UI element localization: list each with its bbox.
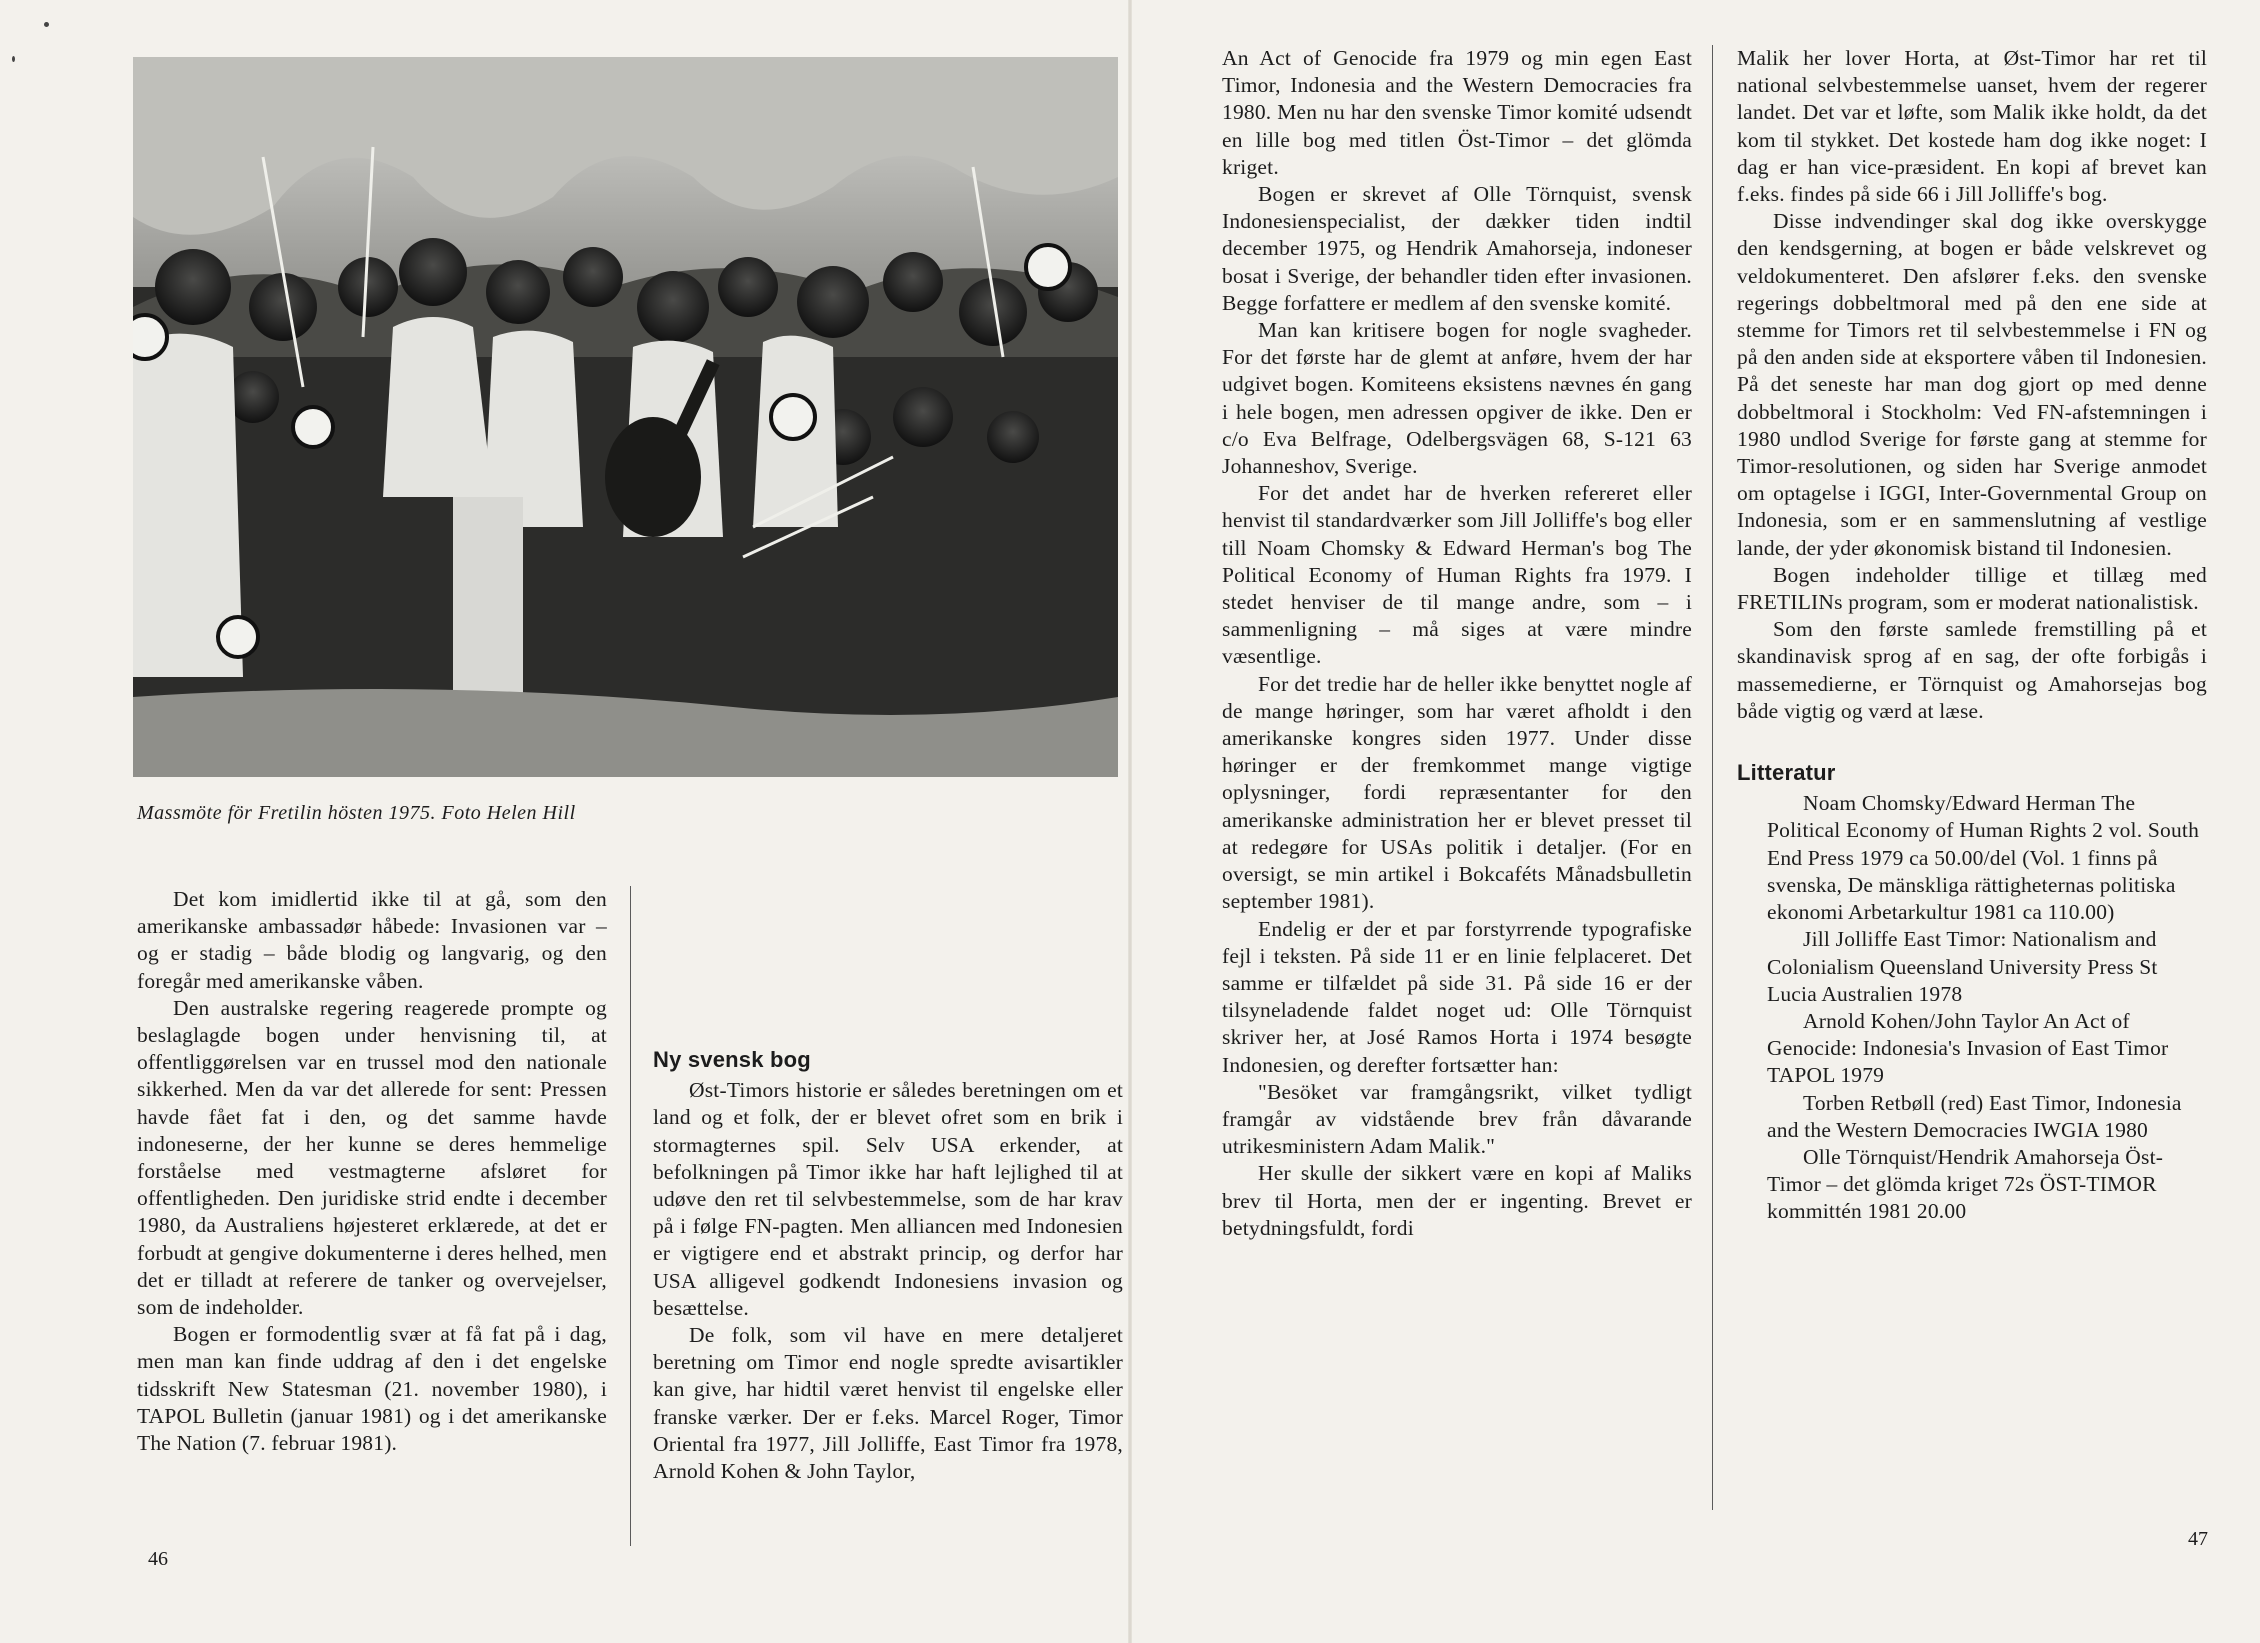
page-number: 47	[2188, 1528, 2208, 1550]
paragraph: An Act of Genocide fra 1979 og min egen East Timor, Indonesia and the Western Democracies fra 1980. Men nu har den svenske Timor komité udsendt en lille bog med titlen Öst-Timor – det glömda kriget.	[1222, 46, 1692, 179]
paragraph: Bogen er formodentlig svær at få fat på i dag, men man kan finde uddrag af den i det engelske tidsskrift New Statesman (21. november 1980), i TAPOL Bulletin (januar 1981) og i det amerikanske The Nation (7. februar 1981).	[137, 1322, 607, 1456]
paragraph: Her skulle der sikkert være en kopi af Maliks brev til Horta, men der er ingenting. Brevet er betydningsfuldt, fordi	[1222, 1161, 1692, 1240]
paragraph: "Besöket var framgångsrikt, vilket tydligt framgår av vidstående brev från dåvarande utrikesministern Adam Malik."	[1222, 1079, 1692, 1159]
right-page	[1130, 0, 2260, 1643]
paragraph: Endelig er der et par forstyrrende typografiske fejl i teksten. På side 11 er en linie felplaceret. Det samme er tilfældet på side 31. På side 16 er der tilsyneladende faldet noget ud: Olle Törnquist skriver her, at José Ramos Horta i 1974 besøgte Indonesien, og derefter fortsætter han:	[1222, 916, 1692, 1077]
left-column-2	[653, 1010, 1123, 1485]
left-column-1	[137, 886, 607, 1457]
literature-section	[1737, 759, 2207, 1225]
paragraph: De folk, som vil have en mere detaljeret beretning om Timor end nogle spredte avisartikler kan give, har hidtil været henvist til engelske eller franske værker. Der er f.eks. Marcel Roger, Timor Oriental fra 1977, Jill Jolliffe, East Timor fra 1978, Arnold Kohen & John Taylor,	[653, 1323, 1123, 1484]
rally-photo-illustration	[133, 57, 1118, 777]
paragraph: Bogen indeholder tillige et tillæg med FRETILINs program, som er moderat nationalistisk.	[1737, 562, 2207, 615]
literature-item: Jill Jolliffe East Timor: Nationalism and Colonialism Queensland University Press St Lucia Australien 1978	[1767, 927, 2158, 1006]
column-rule	[1712, 45, 1713, 1510]
page-number: 46	[148, 1548, 168, 1570]
photo-caption: Massmöte för Fretilin hösten 1975. Foto Helen Hill	[137, 802, 576, 824]
right-column-2	[1737, 45, 2207, 1226]
paragraph: Øst-Timors historie er således beretningen om et land og et folk, der er blevet ofret som en brik i stormagternes spil. Selv USA erkender, at befolkningen på Timor ikke har haft lejlighed til at udøve den ret til selvbestemmelse, som de har krav på i følge FN-pagten. Men alliancen med Indonesien er vigtigere end et abstrakt princip, og derfor har USA alligevel godkendt Indonesiens invasion og besættelse.	[653, 1078, 1123, 1320]
paragraph: Bogen er skrevet af Olle Törnquist, svensk Indonesienspecialist, der dækker tiden indtil december 1975, og Hendrik Amahorseja, indoneser bosat i Sverige, der behandler tiden efter invasionen. Begge forfattere er medlem af den svenske komité.	[1222, 182, 1692, 315]
paragraph: For det andet har de hverken refereret eller henvist til standardværker som Jill Jolliffe's bog eller till Noam Chomsky & Edward Herman's bog The Political Economy of Human Rights fra 1979. I stedet henviser de til mange andre, som – i sammenligning – må siges at være mindre væsentlige.	[1222, 481, 1692, 669]
paragraph: Som den første samlede fremstilling på et skandinavisk sprog af en sag, der ofte forbigås i massemedierne, er Törnquist og Amahorsejas bog både vigtig og værd at læse.	[1737, 617, 2207, 723]
section-heading: Ny svensk bog	[653, 1047, 811, 1072]
paragraph: Den australske regering reagerede prompte og beslaglagde bogen under henvisning til, at offentliggørelsen var en trussel mod den nationale sikkerhed. Men da var det allerede for sent: Pressen havde fået fat i den, og det samme havde indoneserne, der her kunne se deres hemmelige forståelse med vestmagterne afsløret for offentligheden. Den juridiske strid endte i december 1980, da Australiens højesteret erklærede, at det er forbudt at gengive dokumenterne i deres helhed, men det er tilladt at referere de tanker og overvejelser, som de indeholder.	[137, 995, 607, 1320]
literature-item: Noam Chomsky/Edward Herman The Political Economy of Human Rights 2 vol. South End Press 1979 ca 50.00/del (Vol. 1 finns på svenska, De mänskliga rättigheternas politiska ekonomi Arbetarkultur 1981 ca 110.00)	[1767, 791, 2200, 925]
column-rule	[630, 886, 631, 1546]
scan-speck	[44, 22, 49, 27]
right-column-1	[1222, 45, 1692, 1242]
paragraph: Disse indvendinger skal dog ikke overskygge den kendsgerning, at bogen er både velskrevet og veldokumenteret. Den afslører f.eks. den svenske regerings dobbeltmoral med på den ene side at stemme for Timors ret til selvbestemmelse i FN og på den anden side at eksportere våben til Indonesien. På det seneste har man dog gjort op med denne dobbeltmoral i Stockholm: Ved FN-afstemningen i 1980 undlod Sverige for første gang at stemme for Timor-resolutionen, og siden har Sverige anmodet om optagelse i IGGI, Inter-Governmental Group on Indonesia, som er en sammenslutning af vestlige lande, der yder økonomisk bistand til Indonesien.	[1737, 209, 2207, 560]
literature-item: Arnold Kohen/John Taylor An Act of Genocide: Indonesia's Invasion of East Timor TAPOL 1979	[1767, 1008, 2169, 1088]
paragraph: For det tredie har de heller ikke benyttet nogle af de mange høringer, som har været afholdt i den amerikanske kongres siden 1977. Under disse høringer er der fremkommet mange vigtige oplysninger, fordi repræsentanter for den amerikanske administration her er blevet presset til at redegøre for USAs politik i detaljer. (For en oversigt, se min artikel i Bokcaféts Månadsbulletin september 1981).	[1222, 671, 1692, 914]
paragraph: Det kom imidlertid ikke til at gå, som den amerikanske ambassadør håbede: Invasionen var – og er stadig – både blodig og langvarig, og den foregår med amerikanske våben.	[137, 887, 607, 993]
scan-speck	[12, 56, 15, 62]
rally-photo	[133, 57, 1118, 777]
literature-item: Olle Törnquist/Hendrik Amahorseja Öst-Timor – det glömda kriget 72s ÖST-TIMOR kommittén 1981 20.00	[1767, 1144, 2164, 1224]
paragraph: Malik her lover Horta, at Øst-Timor har ret til national selvbestemmelse uanset, hvem der regerer landet. Det var et løfte, som Malik ikke holdt, da det kom til stykket. Det kostede ham dog ikke noget: I dag er han vice-præsident. En kopi af brevet kan f.eks. findes på side 66 i Jill Jolliffe's bog.	[1737, 46, 2207, 207]
literature-heading: Litteratur	[1737, 760, 1836, 786]
literature-item: Torben Retbøll (red) East Timor, Indonesia and the Western Democracies IWGIA 1980	[1767, 1090, 2182, 1142]
paragraph: Man kan kritisere bogen for nogle svagheder. For det første har de glemt at anføre, hvem der har udgivet bogen. Komiteens eksistens nævnes én gang i hele bogen, men adressen opgiver de ikke. Den er c/o Eva Belfrage, Odelbergsvägen 68, S-121 63 Johanneshov, Sverige.	[1222, 318, 1692, 479]
